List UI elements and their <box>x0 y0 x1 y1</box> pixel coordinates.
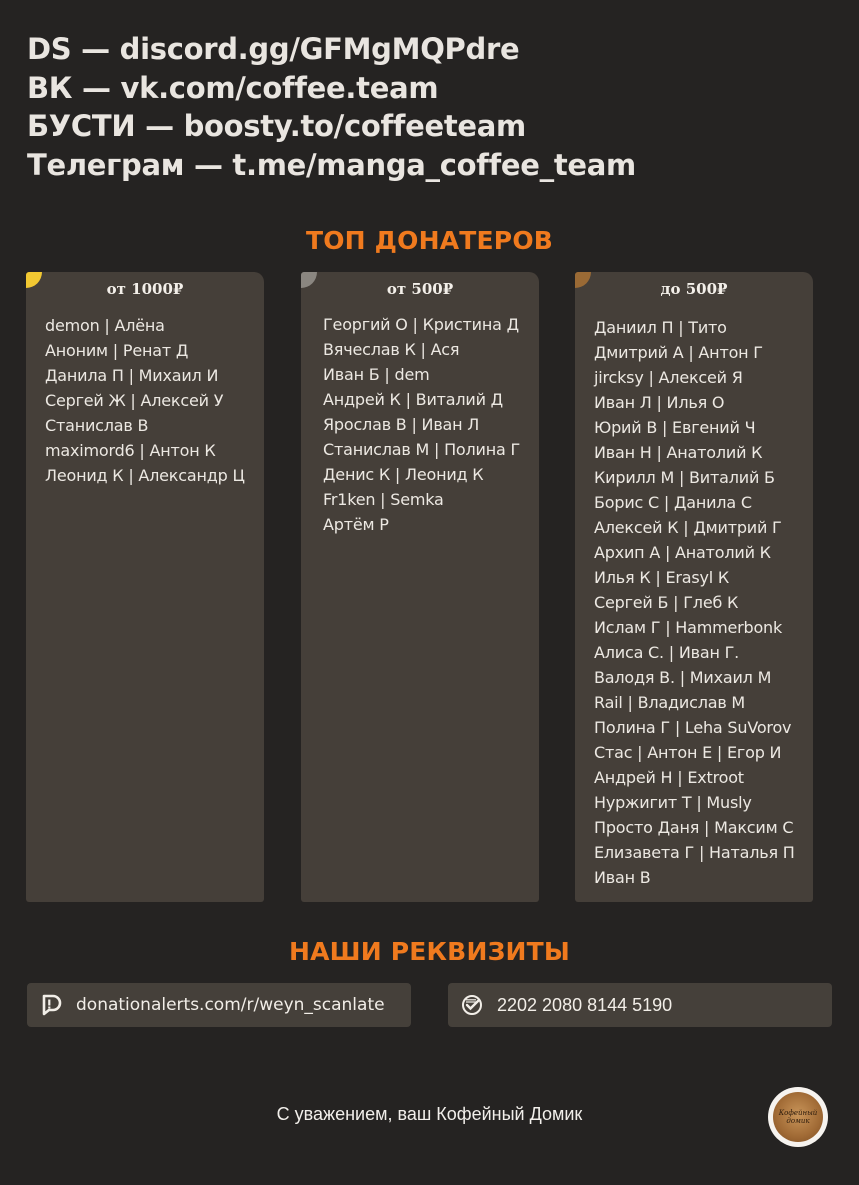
list-item: Полина Г | Leha SuVorov <box>594 718 792 737</box>
card-number[interactable]: 2202 2080 8144 5190 <box>497 994 673 1015</box>
list-item: demon | Алёна <box>45 316 165 335</box>
donor-list <box>594 315 807 890</box>
list-item: Сергей Ж | Алексей У <box>45 391 224 410</box>
list-item: Илья К | Erasyl К <box>594 568 730 587</box>
donors-title: ТОП ДОНАТЕРОВ <box>305 226 554 255</box>
sberbank-icon <box>460 993 484 1017</box>
donor-list <box>323 312 533 537</box>
donationalerts-link[interactable]: donationalerts.com/r/weyn_scanlate <box>76 995 385 1015</box>
donor-list <box>45 313 258 488</box>
footer-signature: С уважением, ваш Кофейный Домик <box>276 1104 583 1124</box>
list-item: jircksy | Алексей Я <box>594 368 743 387</box>
list-item: Станислав В <box>45 416 149 435</box>
donors-column-500 <box>301 272 539 902</box>
list-item: Алексей К | Дмитрий Г <box>594 518 782 537</box>
list-item: Архип А | Анатолий К <box>594 543 771 562</box>
list-item: Fr1ken | Semka <box>323 490 444 509</box>
list-item: Дмитрий А | Антон Г <box>594 343 763 362</box>
boosty-link[interactable]: БУСТИ — boosty.to/coffeeteam <box>27 109 526 143</box>
list-item: Артём Р <box>323 515 389 534</box>
list-item: maximord6 | Антон К <box>45 441 216 460</box>
list-item: Валодя В. | Михаил М <box>594 668 772 687</box>
list-item: Иван В <box>594 868 651 887</box>
list-item: Борис С | Данила С <box>594 493 752 512</box>
list-item: Ислам Г | Hammerbonk <box>594 618 783 637</box>
list-item: Просто Даня | Максим С <box>594 818 794 837</box>
list-item: Юрий В | Евгений Ч <box>594 418 756 437</box>
vk-link[interactable]: ВК — vk.com/coffee.team <box>27 70 439 105</box>
donors-column-1000 <box>26 272 264 902</box>
requisites-title: НАШИ РЕКВИЗИТЫ <box>288 937 571 966</box>
list-item: Rail | Владислав М <box>594 693 746 712</box>
list-item: Нуржигит Т | Musly <box>594 793 752 812</box>
list-item: Андрей К | Виталий Д <box>323 390 503 409</box>
card-requisite[interactable] <box>448 983 832 1027</box>
list-item: Вячеслав К | Ася <box>323 340 460 359</box>
list-item: Алиса С. | Иван Г. <box>594 643 740 662</box>
list-item: Аноним | Ренат Д <box>45 341 189 360</box>
list-item: Леонид К | Александр Ц <box>45 466 245 485</box>
list-item: Даниил П | Тито <box>594 318 727 337</box>
list-item: Андрей Н | Extroot <box>594 768 744 787</box>
list-item: Георгий О | Кристина Д <box>323 315 519 334</box>
list-item: Кирилл М | Виталий Б <box>594 468 775 487</box>
donationalerts-icon <box>39 993 63 1017</box>
column-heading: от 1000₽ <box>106 280 184 298</box>
column-heading: от 500₽ <box>386 280 454 298</box>
list-item: Данила П | Михаил И <box>45 366 219 385</box>
list-item: Иван Н | Анатолий К <box>594 443 763 462</box>
list-item: Иван Л | Илья О <box>594 393 725 412</box>
discord-link[interactable]: DS — discord.gg/GFMgMQPdre <box>27 32 520 66</box>
telegram-link[interactable]: Телеграм — t.me/manga_coffee_team <box>27 147 636 182</box>
donors-column-under-500 <box>575 272 813 902</box>
list-item: Иван Б | dem <box>323 365 430 384</box>
column-heading: до 500₽ <box>660 280 728 298</box>
list-item: Сергей Б | Глеб К <box>594 593 739 612</box>
donationalerts-requisite[interactable] <box>27 983 411 1027</box>
list-item: Станислав М | Полина Г <box>323 440 521 459</box>
list-item: Елизавета Г | Наталья П <box>594 843 795 862</box>
links-block <box>27 30 636 184</box>
coffee-house-logo <box>768 1087 828 1147</box>
list-item: Ярослав В | Иван Л <box>323 415 480 434</box>
logo-emblem: Кофейный домик <box>773 1092 823 1142</box>
list-item: Денис К | Леонид К <box>323 465 484 484</box>
list-item: Стас | Антон Е | Егор И <box>594 743 782 762</box>
